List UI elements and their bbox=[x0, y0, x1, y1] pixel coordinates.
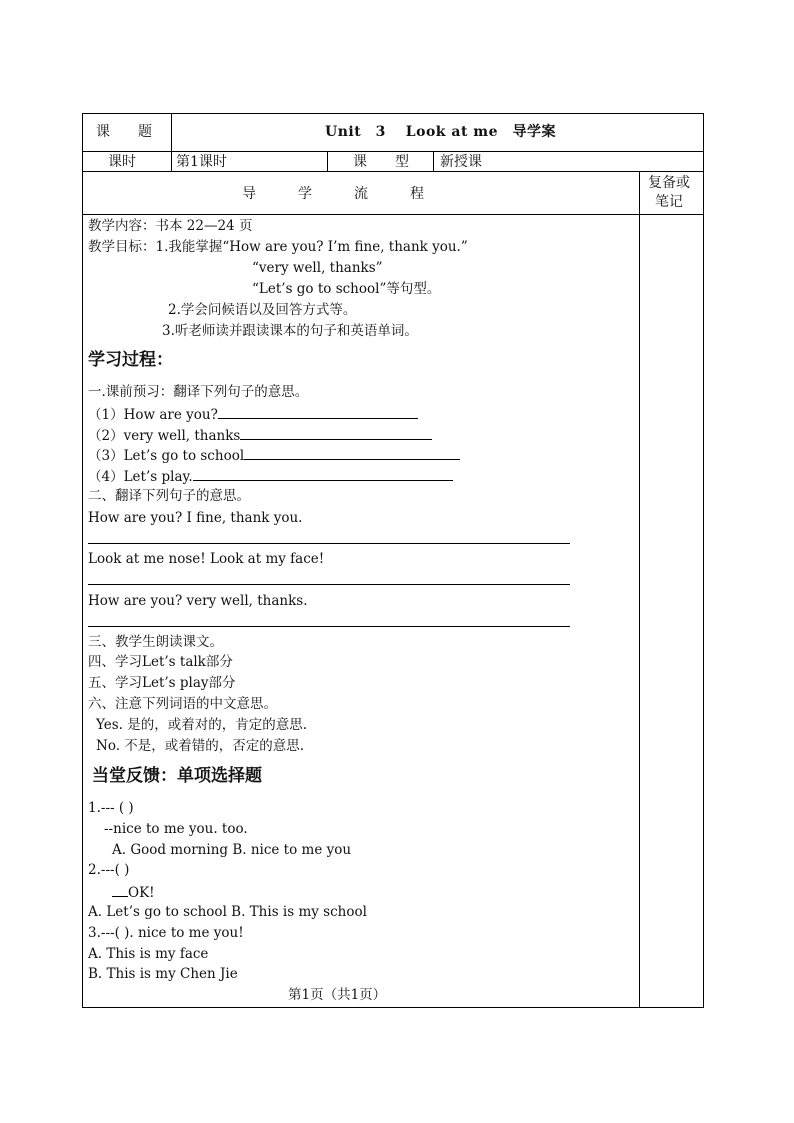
table-rule bbox=[433, 151, 434, 171]
quiz-question: 1.--- ( ) bbox=[88, 800, 134, 816]
quiz-heading: 当堂反馈：单项选择题 bbox=[92, 766, 262, 786]
table-border-left bbox=[82, 113, 83, 1008]
flow-label: 导 学 流 程 bbox=[242, 186, 424, 202]
list-item bbox=[88, 466, 453, 486]
table-rule bbox=[327, 151, 328, 171]
worksheet-table bbox=[82, 113, 704, 1008]
answer-line[interactable] bbox=[88, 584, 570, 585]
answer-blank[interactable] bbox=[244, 445, 460, 460]
answer-blank[interactable] bbox=[218, 404, 418, 419]
goal-line: 2.学会问候语以及回答方式等。 bbox=[168, 302, 357, 318]
page-footer: 第1页（共1页） bbox=[288, 987, 387, 1003]
list-item: Look at me nose! Look at my face! bbox=[88, 551, 325, 567]
page-title: Unit 3 Look at me 导学案 bbox=[325, 124, 557, 140]
quiz-option: B. This is my Chen Jie bbox=[88, 966, 238, 982]
answer-blank[interactable] bbox=[193, 466, 453, 481]
teaching-content: 教学内容：书本 22—24 页 bbox=[88, 218, 253, 234]
item-text: （4）Let’s play. bbox=[88, 469, 193, 485]
vocab-line: No. 不是，或着错的，否定的意思. bbox=[96, 738, 305, 754]
type-value: 新授课 bbox=[440, 154, 482, 170]
quiz-reply bbox=[112, 882, 155, 902]
table-rule bbox=[171, 113, 172, 171]
list-item: How are you? very well, thanks. bbox=[88, 593, 308, 609]
answer-blank[interactable] bbox=[112, 882, 128, 897]
type-label: 课 型 bbox=[353, 154, 409, 170]
goal-line: 3.听老师读并跟读课本的句子和英语单词。 bbox=[162, 323, 418, 339]
section-title: 二、翻译下列句子的意思。 bbox=[88, 488, 250, 504]
period-label: 课时 bbox=[108, 154, 136, 170]
section-title: 三、教学生朗读课文。 bbox=[88, 634, 223, 650]
table-rule bbox=[82, 214, 704, 215]
vocab-line: Yes. 是的，或着对的，肯定的意思. bbox=[96, 717, 308, 733]
period-value: 第1课时 bbox=[176, 154, 227, 170]
answer-line[interactable] bbox=[88, 543, 570, 544]
table-rule bbox=[82, 171, 704, 172]
quiz-question: 3.---( ). nice to me you! bbox=[88, 925, 244, 941]
quiz-reply: --nice to me you. too. bbox=[104, 821, 248, 837]
table-rule bbox=[82, 151, 704, 152]
table-border-bottom bbox=[82, 1007, 704, 1008]
section-title: 六、注意下列词语的中文意思。 bbox=[88, 696, 277, 712]
course-label: 课 题 bbox=[96, 124, 152, 140]
table-border-right bbox=[703, 113, 704, 1008]
quiz-options: A. Let’s go to school B. This is my school bbox=[88, 904, 367, 920]
list-item bbox=[88, 445, 460, 465]
section-heading: 学习过程： bbox=[88, 350, 173, 370]
list-item bbox=[88, 425, 432, 445]
item-text: （1）How are you? bbox=[88, 407, 218, 423]
goal-line: “very well, thanks” bbox=[252, 260, 383, 276]
section-title: 五、学习Let’s play部分 bbox=[88, 675, 236, 691]
quiz-option: A. This is my face bbox=[88, 946, 209, 962]
list-item: How are you? I fine, thank you. bbox=[88, 510, 303, 526]
quiz-question: 2.---( ) bbox=[88, 862, 130, 878]
item-text: （2）very well, thanks bbox=[88, 428, 241, 444]
answer-line[interactable] bbox=[88, 626, 570, 627]
answer-blank[interactable] bbox=[240, 425, 432, 440]
section-title: 一.课前预习：翻译下列句子的意思。 bbox=[88, 384, 309, 400]
item-text: （3）Let’s go to school bbox=[88, 448, 245, 464]
section-title: 四、学习Let’s talk部分 bbox=[88, 654, 233, 670]
reply-text: OK! bbox=[128, 885, 155, 901]
notes-label-1: 复备或 bbox=[648, 175, 690, 191]
list-item bbox=[88, 404, 418, 424]
notes-label-2: 笔记 bbox=[655, 194, 683, 210]
goal-line: 教学目标：1.我能掌握“How are you? I’m fine, thank you.” bbox=[88, 239, 468, 255]
table-border-top bbox=[82, 113, 704, 114]
goal-line: “Let’s go to school”等句型。 bbox=[252, 281, 441, 297]
quiz-options: A. Good morning B. nice to me you bbox=[112, 842, 352, 858]
table-rule bbox=[639, 171, 640, 1007]
